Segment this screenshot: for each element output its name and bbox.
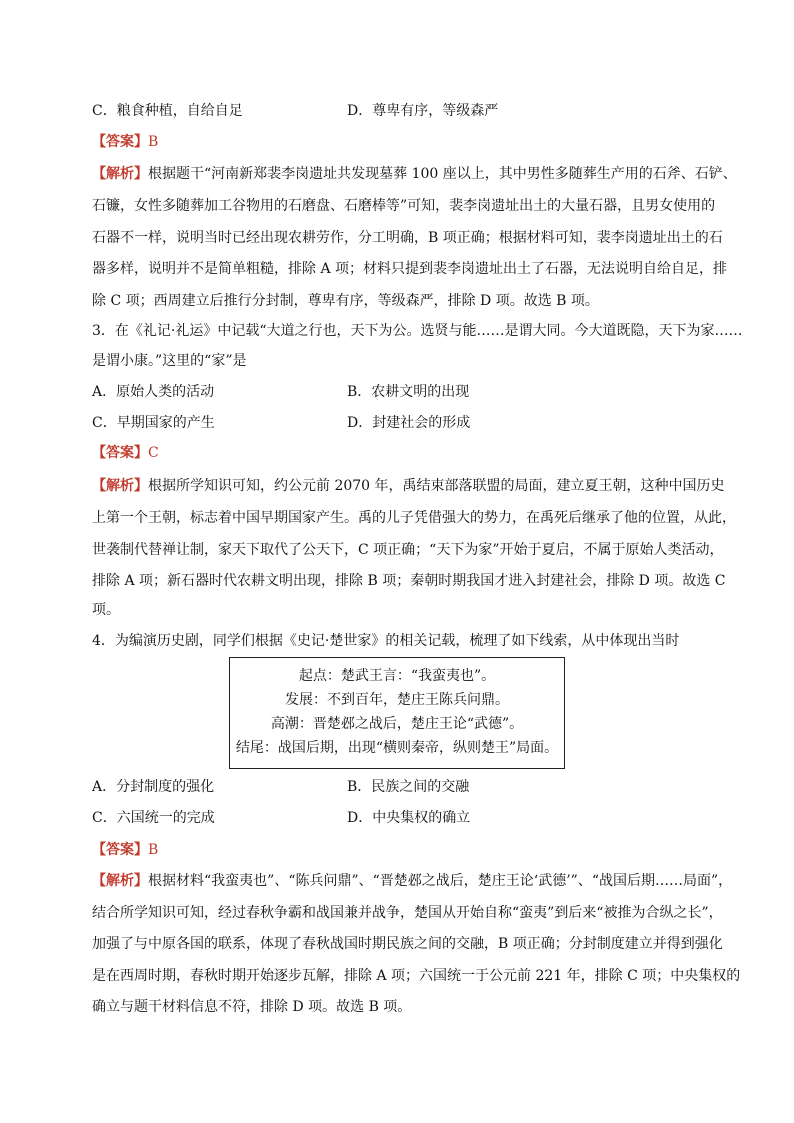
analysis-tag: 【解析】 (92, 873, 148, 889)
box-line-development: 发展：不到百年，楚庄王陈兵问鼎。 (285, 692, 509, 708)
box-line-climax: 高潮：晋楚邲之战后，楚庄王论“武德”。 (270, 716, 524, 732)
q4-analysis-line-3: 加强了与中原各国的联系，体现了春秋战国时期民族之间的交融，B 项正确；分封制度建立并得到强化 (92, 936, 723, 952)
q4-analysis-line-2: 结合所学知识可知，经过春秋争霸和战国兼并战争，楚国从开始自称“蛮夷”到后来“被推为合纵之长”， (92, 905, 723, 921)
q2-option-c: C．粮食种植，自给自足 (92, 103, 243, 119)
answer-tag: 【答案】 (92, 842, 148, 858)
question-number: 3． (92, 323, 115, 339)
q3-analysis-line-1: 【解析】根据所学知识可知，约公元前 2070 年，禹结束部落联盟的局面，建立夏王朝，这种中国历史 (92, 478, 725, 494)
q4-option-b: B．民族之间的交融 (347, 779, 470, 795)
q3-stem-line-1: 3．在《礼记·礼运》中记载“大道之行也，天下为公。选贤与能……是谓大同。今大道既隐，天下为家…… (92, 323, 743, 339)
box-line-start: 起点：楚武王言：“我蛮夷也”。 (298, 668, 496, 684)
q2-analysis-line-1: 【解析】根据题干“河南新郑裴李岗遗址共发现墓葬 100 座以上，其中男性多随葬生产用的石斧、石铲、 (92, 166, 737, 182)
material-box (229, 657, 565, 769)
q3-option-c: C．早期国家的产生 (92, 415, 215, 431)
q2-analysis-line-2: 石镰，女性多随葬加工谷物用的石磨盘、石磨棒等”可知，裴李岗遗址出土的大量石器，且男女使用的 (92, 198, 716, 214)
q3-option-d: D．封建社会的形成 (347, 415, 471, 431)
q4-option-c: C．六国统一的完成 (92, 810, 215, 826)
q2-analysis-line-5: 除 C 项；西周建立后推行分封制，尊卑有序，等级森严，排除 D 项。故选 B 项。 (92, 293, 599, 309)
q3-analysis-line-3: 世袭制代替禅让制，家天下取代了公天下，C 项正确；“天下为家”开始于夏启，不属于原始人类活动， (92, 542, 724, 558)
analysis-tag: 【解析】 (92, 478, 148, 494)
q4-analysis-line-1: 【解析】根据材料“我蛮夷也”、“陈兵问鼎”、“晋楚邲之战后，楚庄王论‘武德’”、“战国后期……局面”， (92, 873, 733, 889)
q4-answer (92, 840, 158, 860)
answer-value: B (148, 134, 159, 150)
answer-tag: 【答案】 (92, 445, 148, 461)
analysis-tag: 【解析】 (92, 166, 148, 182)
q2-analysis-line-4: 器多样，说明并不是简单粗糙，排除 A 项；材料只提到裴李岗遗址出土了石器，无法说明自给自足，排 (92, 261, 728, 277)
q4-stem: 4．为编演历史剧，同学们根据《史记·楚世家》的相关记载，梳理了如下线索，从中体现出当时 (92, 633, 680, 649)
q4-option-d: D．中央集权的确立 (347, 810, 471, 826)
answer-value: B (148, 842, 159, 858)
q4-analysis-line-5: 确立与题干材料信息不符，排除 D 项。故选 B 项。 (92, 999, 412, 1015)
q2-answer (92, 132, 158, 152)
q4-option-a: A．分封制度的强化 (92, 779, 215, 795)
q3-analysis-line-5: 项。 (92, 602, 120, 618)
q3-analysis-line-2: 上第一个王朝，标志着中国早期国家产生。禹的儿子凭借强大的势力，在禹死后继承了他的位置，从此， (92, 510, 736, 526)
q3-answer (92, 443, 159, 463)
answer-tag: 【答案】 (92, 134, 148, 150)
q2-option-d: D．尊卑有序，等级森严 (347, 103, 499, 119)
q3-option-b: B．农耕文明的出现 (347, 384, 470, 400)
question-number: 4． (92, 633, 115, 649)
q3-analysis-line-4: 排除 A 项；新石器时代农耕文明出现，排除 B 项；秦朝时期我国才进入封建社会，排除 D 项。故选 C (92, 573, 726, 589)
answer-value: C (148, 445, 159, 461)
q3-stem-line-2: 是谓小康。”这里的“家”是 (92, 353, 247, 369)
q2-analysis-line-3: 石器不一样，说明当时已经出现农耕劳作，分工明确，B 项正确；根据材料可知，裴李岗遗址出土的石 (92, 230, 723, 246)
q4-analysis-line-4: 是在西周时期，春秋时期开始逐步瓦解，排除 A 项；六国统一于公元前 221 年，排除 C 项；中央集权的 (92, 968, 741, 984)
box-line-ending: 结尾：战国后期，出现“横则秦帝，纵则楚王”局面。 (235, 740, 559, 756)
q3-option-a: A．原始人类的活动 (92, 384, 215, 400)
